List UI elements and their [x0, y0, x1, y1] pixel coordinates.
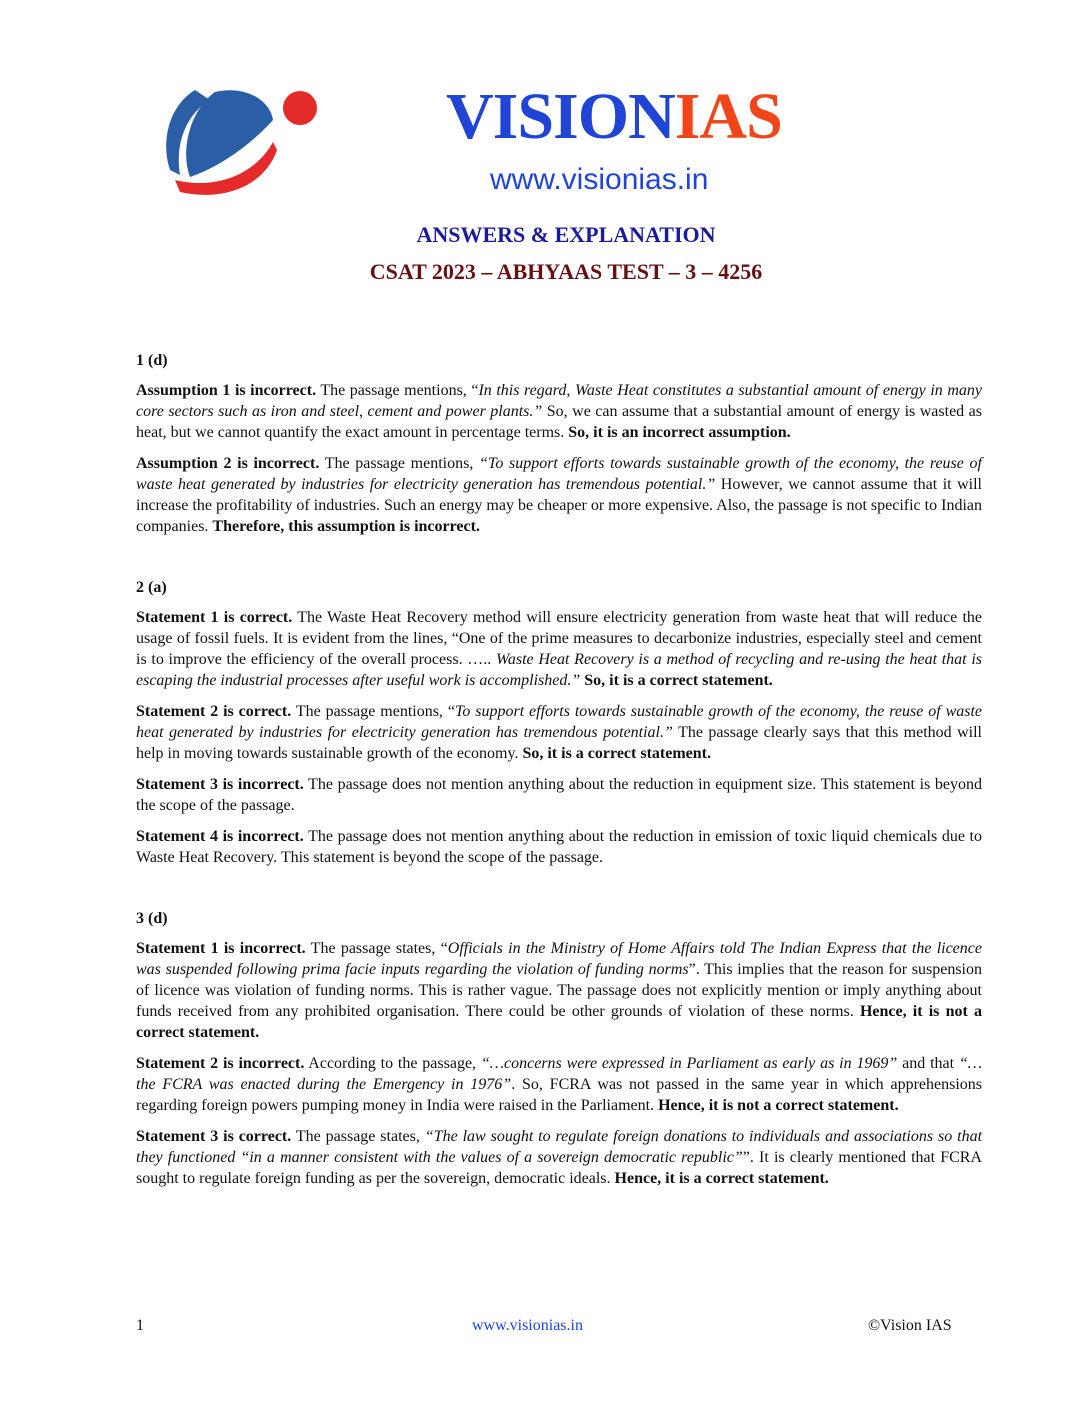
brand-ias: IAS	[674, 80, 782, 153]
body-text: ”. It is clearly mentioned that FCRA sought to regulate foreign funding as per the sovereign, democratic ideals.	[136, 1149, 982, 1187]
question-answer-heading: 2 (a)	[136, 579, 167, 596]
bold-text: Statement 2 is correct.	[136, 703, 292, 720]
explanation-paragraph	[136, 607, 982, 691]
bold-text: Statement 3 is incorrect.	[136, 776, 304, 793]
explanation-paragraph	[136, 826, 982, 868]
body-text: . So, FCRA was not passed in the same year in which apprehensions regarding foreign powers pumping money in India were raised in the Parliament.	[136, 1076, 982, 1114]
body-text: and that	[897, 1055, 959, 1072]
italic-quote: “…the FCRA was enacted during the Emergency in 1976”	[136, 1055, 983, 1093]
italic-quote: “The law sought to regulate foreign donations to individuals and associations so that they functioned “in a manner consistent with the values of a sovereign democratic republic”	[136, 1128, 983, 1166]
body-text: The passage clearly says that this method will help in moving towards sustainable growth of the economy.	[136, 724, 982, 762]
body-text: The passage does not mention anything about the reduction in emission of toxic liquid chemicals due to Waste Heat Recovery. This statement is beyond the scope of the passage.	[136, 828, 983, 866]
bold-text: So, it is a correct statement.	[522, 745, 711, 762]
explanation-paragraph	[136, 938, 982, 1043]
answers-content	[136, 350, 982, 1229]
explanation-paragraph	[136, 1053, 982, 1116]
bold-text: Hence, it is not a correct statement.	[658, 1097, 899, 1114]
body-text: The passage mentions, “	[316, 382, 479, 399]
body-text: The Waste Heat Recovery method will ensure electricity generation from waste heat that will reduce the usage of fossil fuels. It is evident from the lines, “One of the prime measures to decarbonize industries, especially steel and cement is to improve the efficiency of the overall process. …..	[136, 609, 983, 668]
question-answer-heading: 1 (d)	[136, 352, 168, 369]
explanation-paragraph	[136, 774, 982, 816]
explanation-paragraph	[136, 380, 982, 443]
footer-website-link[interactable]: www.visionias.in	[472, 1317, 583, 1334]
brand-vision: VISION	[446, 80, 675, 153]
bold-text: Hence, it is not a correct statement.	[136, 1003, 983, 1041]
bold-text: Statement 1 is correct.	[136, 609, 293, 626]
italic-quote: In this regard, Waste Heat constitutes a substantial amount of energy in many core sectors such as iron and steel, cement and power plants.”	[136, 382, 983, 420]
body-text: The passage does not mention anything about the reduction in equipment size. This statement is beyond the scope of the passage.	[136, 776, 982, 814]
vision-ias-logo	[155, 80, 325, 200]
body-text: The passage mentions, “	[291, 703, 455, 720]
answer-section	[136, 350, 982, 537]
document-title: ANSWERS & EXPLANATION	[416, 222, 716, 247]
explanation-paragraph	[136, 453, 982, 537]
body-text: However, we cannot assume that it will increase the profitability of industries. Such an energy may be cheaper or more expensive. Also, the passage is not specific to Indian companies.	[136, 476, 982, 535]
bold-text: Statement 3 is correct.	[136, 1128, 292, 1145]
brand-wordmark	[446, 80, 782, 153]
body-text: So, we can assume that a substantial amount of energy is wasted as heat, but we cannot quantify the exact amount in percentage terms.	[136, 403, 982, 441]
question-answer-heading: 3 (d)	[136, 910, 168, 927]
bold-text: So, it is an incorrect assumption.	[568, 424, 791, 441]
answer-section	[136, 577, 982, 868]
body-text: The passage states, “	[305, 940, 448, 957]
footer-copyright: ©Vision IAS	[868, 1317, 952, 1334]
bold-text: Hence, it is a correct statement.	[614, 1170, 829, 1187]
bold-text: So, it is a correct statement.	[580, 672, 773, 689]
bold-text: Statement 2 is incorrect.	[136, 1055, 305, 1072]
body-text: ”. This implies that the reason for suspension of licence was violation of funding norms. This is rather vague. The passage does not explicitly mention or imply anything about funds received from any prohibited organisation. There could be other grounds of violation of these norms.	[136, 961, 983, 1020]
italic-quote: Officials in the Ministry of Home Affairs told The Indian Express that the licence was suspended following prima facie inputs regarding the violation of funding norms	[136, 940, 982, 978]
bold-text: Statement 4 is incorrect.	[136, 828, 304, 845]
italic-quote: To support efforts towards sustainable growth of the economy, the reuse of waste heat generated by industries for electricity generation has tremendous potential.”	[136, 703, 983, 741]
body-text: According to the passage,	[304, 1055, 481, 1072]
document-subtitle: CSAT 2023 – ABHYAAS TEST – 3 – 4256	[369, 259, 763, 284]
header-website-link[interactable]: www.visionias.in	[490, 163, 709, 196]
bold-text: Therefore, this assumption is incorrect.	[212, 518, 480, 535]
bold-text: Assumption 2 is incorrect.	[136, 455, 320, 472]
page-number: 1	[136, 1317, 144, 1334]
body-text: The passage states,	[291, 1128, 425, 1145]
explanation-paragraph	[136, 1126, 982, 1189]
answer-section	[136, 908, 982, 1189]
italic-quote: “To support efforts towards sustainable growth of the economy, the reuse of waste heat generated by industries for electricity generation has tremendous potential.”	[136, 455, 982, 493]
italic-quote: Waste Heat Recovery is a method of recycling and re-using the heat that is escaping the industrial processes after useful work is accomplished.”	[136, 651, 982, 689]
body-text: The passage mentions,	[319, 455, 479, 472]
bold-text: Statement 1 is incorrect.	[136, 940, 306, 957]
bold-text: Assumption 1 is incorrect.	[136, 382, 317, 399]
explanation-paragraph	[136, 701, 982, 764]
italic-quote: “…concerns were expressed in Parliament as early as in 1969”	[480, 1055, 898, 1072]
